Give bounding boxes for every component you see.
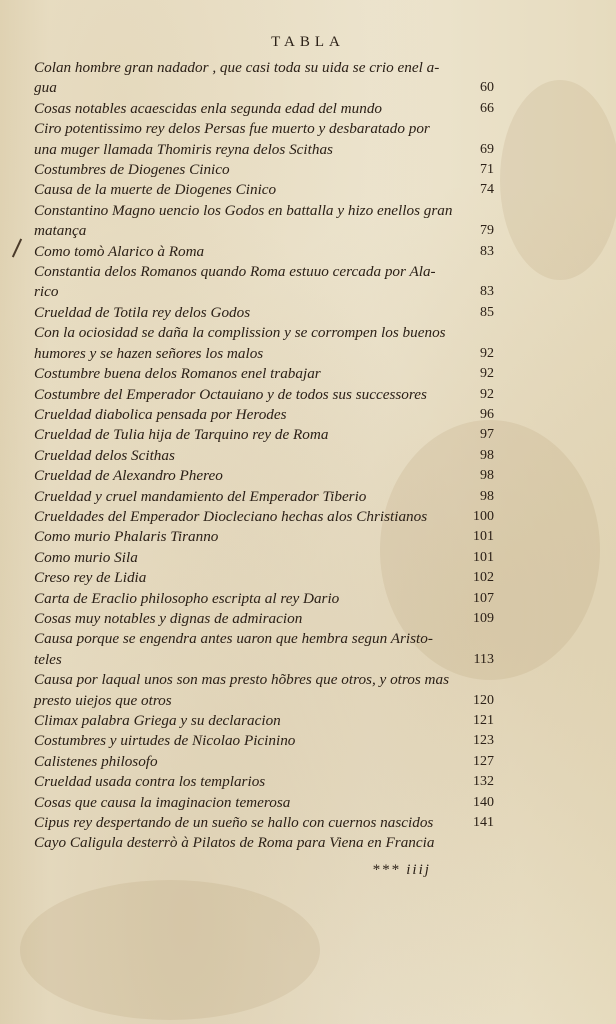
entry-page-number: 140 xyxy=(473,794,494,810)
entry-text-line: Costumbres de Diogenes Cinico xyxy=(34,161,230,179)
entry-text-line: gua xyxy=(34,79,57,97)
entry-page-number: 71 xyxy=(480,162,494,178)
entry-page-number: 98 xyxy=(480,447,494,463)
margin-mark xyxy=(12,239,22,258)
page-title: TABLA xyxy=(271,34,345,50)
entry-page-number: 102 xyxy=(473,570,494,586)
entry-page-number: 109 xyxy=(473,610,494,626)
entry-text-line: Crueldad y cruel mandamiento del Emperador Tiberio xyxy=(34,487,367,505)
entry-text-line: Crueldad de Alexandro Phereo xyxy=(34,467,223,485)
entry-text-line: Crueldad de Tulia hija de Tarquino rey de Roma xyxy=(34,426,329,444)
entry-text-line: Cosas muy notables y dignas de admiracion xyxy=(34,609,303,627)
entry-text-line: Crueldad diabolica pensada por Herodes xyxy=(34,405,287,423)
entry-text-line: Costumbres y uirtudes de Nicolao Picinino xyxy=(34,732,296,750)
entry-page-number: 85 xyxy=(480,304,494,320)
entry-page-number: 96 xyxy=(480,406,494,422)
entry-page-number: 100 xyxy=(473,508,494,524)
entry-page-number: 123 xyxy=(473,733,494,749)
water-stain xyxy=(20,880,320,1020)
entry-text-line: humores y se hazen señores los malos xyxy=(34,344,264,362)
entry-text-line: Causa de la muerte de Diogenes Cinico xyxy=(34,181,277,199)
index-entry xyxy=(34,568,494,588)
index-entry xyxy=(34,323,494,364)
entry-page-number: 98 xyxy=(480,488,494,504)
index-entry xyxy=(34,772,494,792)
entry-page-number: 120 xyxy=(473,692,494,708)
index-entry xyxy=(34,629,494,670)
entry-page-number: 98 xyxy=(480,468,494,484)
entry-text-line: Ciro potentissimo rey delos Persas fue muerto y desbaratado por xyxy=(34,120,430,138)
entry-text-line: Climax palabra Griega y su declaracion xyxy=(34,712,281,729)
entry-page-number: 74 xyxy=(480,182,494,198)
entry-page-number: 92 xyxy=(480,386,494,402)
entry-page-number: 101 xyxy=(473,549,494,565)
entry-page-number: 101 xyxy=(473,529,494,545)
entry-text-line: Con la ociosidad se daña la complission y se corrompen los buenos xyxy=(34,324,446,342)
entry-text-line: Cayo Caligula desterrò à Pilatos de Roma para Viena en Francia xyxy=(34,834,435,852)
entry-text-line: Como murio Phalaris Tiranno xyxy=(34,528,219,546)
entry-text-line: Creso rey de Lidia xyxy=(34,569,147,587)
entry-text-line: una muger llamada Thomiris reyna delos Scithas xyxy=(34,140,333,158)
index-entry xyxy=(34,711,494,731)
entry-text-line: Calistenes philosofo xyxy=(34,752,158,770)
entry-page-number: 127 xyxy=(473,753,494,769)
water-stain xyxy=(500,80,616,280)
entry-page-number: 60 xyxy=(480,80,494,96)
index-entry xyxy=(34,466,494,486)
entry-page-number: 92 xyxy=(480,366,494,382)
entry-text-line: matança xyxy=(34,222,87,240)
index-entry xyxy=(34,303,494,323)
entry-text-line: Colan hombre gran nadador , que casi toda su uida se crio enel a- xyxy=(34,59,440,76)
entry-page-number: 92 xyxy=(480,345,494,361)
index-entry xyxy=(34,609,494,629)
index-entry xyxy=(34,160,494,180)
entry-page-number: 121 xyxy=(473,713,494,728)
index-entry xyxy=(34,385,494,405)
entry-page-number: 141 xyxy=(473,815,494,831)
index-entry xyxy=(34,548,494,568)
index-list xyxy=(34,58,494,854)
entry-page-number: 83 xyxy=(480,284,494,300)
index-entry xyxy=(34,180,494,200)
index-entry xyxy=(34,589,494,609)
index-entry xyxy=(34,446,494,466)
index-entry xyxy=(34,793,494,813)
entry-page-number: 69 xyxy=(480,141,494,157)
index-entry xyxy=(34,405,494,425)
entry-page-number: 132 xyxy=(473,774,494,790)
index-entry xyxy=(34,487,494,507)
entry-text-line: Cipus rey despertando de un sueño se hallo con cuernos nascidos xyxy=(34,814,434,832)
entry-text-line: Causa por laqual unos son mas presto hõbres que otros, y otros mas xyxy=(34,671,450,689)
entry-page-number: 113 xyxy=(473,651,494,667)
entry-text-line: Como murio Sila xyxy=(34,548,138,566)
entry-text-line: Crueldad delos Scithas xyxy=(34,446,175,464)
index-entry xyxy=(34,201,494,242)
index-entry xyxy=(34,507,494,527)
entry-text-line: Constantia delos Romanos quando Roma estuuo cercada por Ala- xyxy=(34,263,436,281)
entry-page-number: 83 xyxy=(480,243,494,259)
index-entry xyxy=(34,425,494,445)
index-entry xyxy=(34,58,494,99)
entry-text-line: Crueldad usada contra los templarios xyxy=(34,773,266,791)
catchword-signature: *** iiij xyxy=(372,862,431,878)
index-entry xyxy=(34,242,494,262)
entry-text-line: Crueldad de Totila rey delos Godos xyxy=(34,303,251,321)
entry-text-line: rico xyxy=(34,283,59,301)
entry-text-line: Causa porque se engendra antes uaron que hembra segun Aristo- xyxy=(34,630,433,648)
entry-text-line: Constantino Magno uencio los Godos en battalla y hizo enellos gran xyxy=(34,201,453,219)
entry-page-number: 66 xyxy=(480,100,494,116)
entry-text-line: Cosas que causa la imaginacion temerosa xyxy=(34,793,291,811)
index-entry xyxy=(34,364,494,384)
entry-text-line: Crueldades del Emperador Diocleciano hechas alos Christianos xyxy=(34,507,428,525)
entry-text-line: Cosas notables acaescidas enla segunda edad del mundo xyxy=(34,99,383,117)
index-entry xyxy=(34,813,494,833)
entry-page-number: 107 xyxy=(473,590,494,606)
index-entry xyxy=(34,833,494,853)
entry-text-line: teles xyxy=(34,650,62,668)
index-entry xyxy=(34,670,494,711)
entry-page-number: 79 xyxy=(480,223,494,239)
entry-page-number: 97 xyxy=(480,427,494,443)
index-entry xyxy=(34,752,494,772)
entry-text-line: Como tomò Alarico à Roma xyxy=(34,242,205,260)
entry-text-line: Carta de Eraclio philosopho escripta al rey Dario xyxy=(34,589,340,607)
index-entry xyxy=(34,731,494,751)
index-entry xyxy=(34,99,494,119)
entry-text-line: presto uiejos que otros xyxy=(34,691,172,709)
entry-text-line: Costumbre del Emperador Octauiano y de todos sus successores xyxy=(34,385,427,403)
index-entry xyxy=(34,262,494,303)
entry-text-line: Costumbre buena delos Romanos enel trabajar xyxy=(34,365,321,383)
index-entry xyxy=(34,119,494,160)
index-entry xyxy=(34,527,494,547)
